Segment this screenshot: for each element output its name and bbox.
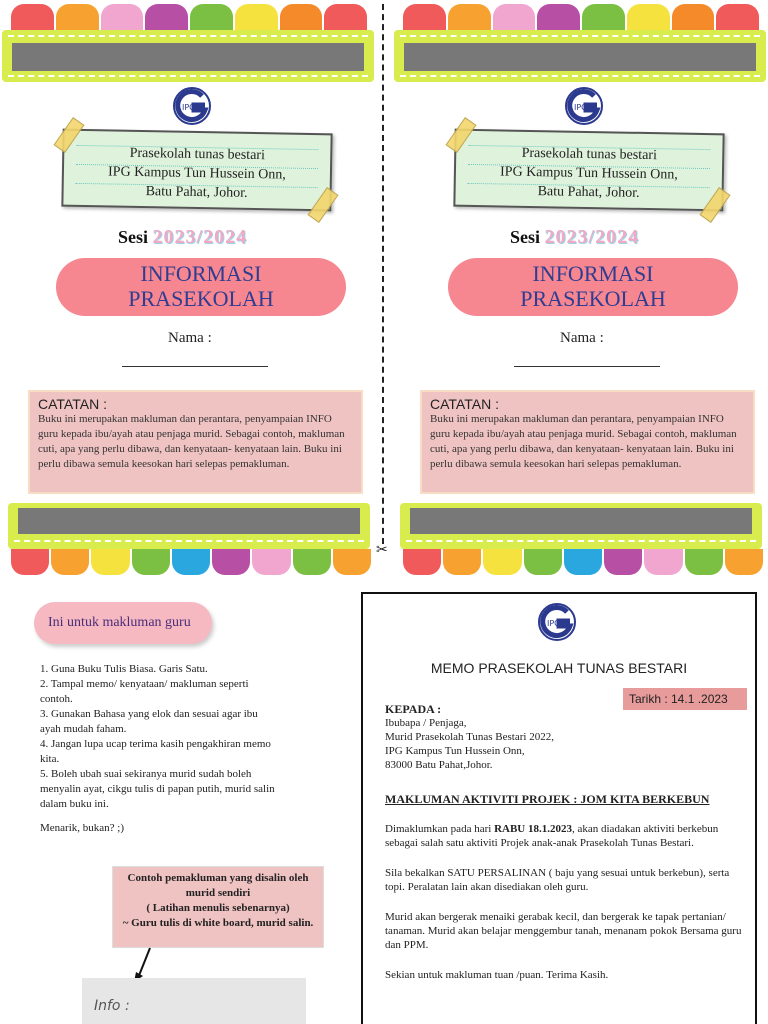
decorative-dots-top: [10, 4, 368, 30]
informasi-title: INFORMASI PRASEKOLAH: [448, 258, 738, 316]
decorative-dot: [91, 549, 129, 575]
memo-recipient-line: Murid Prasekolah Tunas Bestari 2022,: [385, 731, 554, 743]
decorative-dot: [483, 549, 521, 575]
decorative-dot: [132, 549, 170, 575]
address-box: [453, 129, 724, 212]
guru-note-title: Ini untuk makluman guru: [34, 602, 212, 644]
address-line-2: IPG Kampus Tun Hussein Onn,: [499, 164, 678, 183]
memo-date-badge: Tarikh : 14.1 .2023: [623, 688, 747, 710]
address-line-3: Batu Pahat, Johor.: [145, 184, 248, 201]
decorative-dot: [101, 4, 144, 30]
decorative-dot: [493, 4, 536, 30]
handwritten-sample-photo: [82, 978, 306, 1024]
decorative-dot: [145, 4, 188, 30]
contoh-box: Contoh pemakluman yang disalin oleh murid sendiri ( Latihan menulis sebenarnya) ~ Guru tulis di white board, murid salin.: [112, 866, 324, 948]
decorative-dot: [627, 4, 670, 30]
sesi-year: 2023/2024: [544, 226, 640, 248]
decorative-dot: [604, 549, 642, 575]
decorative-dot: [190, 4, 233, 30]
nama-label: Nama :: [560, 330, 604, 346]
decorative-dot: [403, 549, 441, 575]
address-line-2: IPG Kampus Tun Hussein Onn,: [107, 164, 286, 183]
decorative-dot: [537, 4, 580, 30]
decorative-dot: [56, 4, 99, 30]
decorative-dots-top: [402, 4, 760, 30]
address-line-1: Prasekolah tunas bestari: [129, 145, 266, 164]
decorative-dot: [448, 4, 491, 30]
decorative-dot: [280, 4, 323, 30]
memo-paragraph-3: Murid akan bergerak menaiki gerabak kecil, dan bergerak ke tapak pertanian/ tanaman. Murid akan belajar menggembur tanah, menanam pokok Bersama guru dan PPM.: [385, 911, 742, 951]
ipg-logo-icon: [172, 86, 212, 126]
guru-note-item: 2. Tampal memo/ kenyataan/ makluman seperti contoh.: [40, 678, 249, 705]
decorative-dot: [252, 549, 290, 575]
guru-note-closing: Menarik, bukan? ;): [40, 822, 124, 834]
front-cover-right: [392, 0, 768, 578]
decorative-dot: [212, 549, 250, 575]
decorative-dot: [324, 4, 367, 30]
guru-note-item: 3. Gunakan Bahasa yang elok dan sesuai agar ibu ayah mudah faham.: [40, 708, 258, 735]
decorative-dots-bottom: [10, 549, 372, 575]
svg-text:IPG: IPG: [547, 619, 561, 628]
top-banner: [394, 30, 766, 82]
sesi-year: 2023/2024: [152, 226, 248, 248]
catatan-text: Buku ini merupakan makluman dan perantara, penyampaian INFO guru kepada ibu/ayah atau penjaga murid. Sebagai contoh, makluman cuti, apa yang perlu dibawa, dan kenyataan- kenyataan lain. Buku ini perlu dibawa semula keesokan hari selepas pemakluman.: [38, 413, 345, 470]
decorative-dot: [11, 4, 54, 30]
svg-text:IPG: IPG: [182, 103, 196, 112]
top-banner: [2, 30, 374, 82]
memo-kepada: KEPADA :: [385, 702, 442, 716]
sesi-label: Sesi 2023/2024: [510, 226, 640, 248]
decorative-dot: [716, 4, 759, 30]
informasi-title: INFORMASI PRASEKOLAH: [56, 258, 346, 316]
guru-note-list: [40, 662, 280, 836]
ipg-logo-icon: [564, 86, 604, 126]
catatan-text: Buku ini merupakan makluman dan perantara, penyampaian INFO guru kepada ibu/ayah atau penjaga murid. Sebagai contoh, makluman cuti, apa yang perlu dibawa, dan kenyataan- kenyataan lain. Buku ini perlu dibawa semula keesokan hari selepas pemakluman.: [430, 413, 737, 470]
decorative-dot: [172, 549, 210, 575]
nama-line: [122, 366, 268, 367]
memo-title: MEMO PRASEKOLAH TUNAS BESTARI: [430, 660, 688, 676]
decorative-dot: [524, 549, 562, 575]
decorative-dot: [11, 549, 49, 575]
decorative-dot: [725, 549, 763, 575]
nama-line: [514, 366, 660, 367]
scissors-icon: ✂: [376, 543, 388, 558]
decorative-dot: [51, 549, 89, 575]
guru-note-item: 5. Boleh ubah suai sekiranya murid sudah boleh menyalin ayat, cikgu tulis di papan putih, murid salin dalam buku ini.: [40, 768, 275, 810]
address-line-1: Prasekolah tunas bestari: [521, 145, 658, 164]
bottom-banner: [400, 503, 762, 549]
decorative-dot: [333, 549, 371, 575]
memo-body: [385, 702, 745, 982]
memo-subject: MAKLUMAN AKTIVITI PROJEK : JOM KITA BERKEBUN: [385, 792, 710, 806]
memo-recipient-line: IPG Kampus Tun Hussein Onn,: [385, 745, 525, 757]
decorative-dot: [644, 549, 682, 575]
decorative-dot: [672, 4, 715, 30]
decorative-dots-bottom: [402, 549, 764, 575]
bottom-banner: [8, 503, 370, 549]
decorative-dot: [235, 4, 278, 30]
ipg-logo-icon: [537, 602, 577, 642]
memo-document: [361, 592, 757, 1024]
decorative-dot: [293, 549, 331, 575]
catatan-box: [420, 390, 755, 494]
decorative-dot: [403, 4, 446, 30]
cut-line: [382, 4, 384, 544]
address-box: [61, 129, 332, 212]
guru-note-item: 4. Jangan lupa ucap terima kasih pengakhiran memo kita.: [40, 738, 271, 765]
address-line-3: Batu Pahat, Johor.: [537, 184, 640, 201]
memo-recipient-line: Ibubapa / Penjaga,: [385, 717, 467, 729]
decorative-dot: [582, 4, 625, 30]
decorative-dot: [685, 549, 723, 575]
memo-paragraph-4: Sekian untuk makluman tuan /puan. Terima Kasih.: [385, 969, 609, 981]
catatan-box: [28, 390, 363, 494]
svg-text:IPG: IPG: [574, 103, 588, 112]
front-cover-left: [0, 0, 376, 578]
catatan-heading: CATATAN :: [430, 396, 499, 412]
photo-info-text: Info :: [94, 998, 130, 1014]
decorative-dot: [443, 549, 481, 575]
memo-paragraph-2: Sila bekalkan SATU PERSALINAN ( baju yang sesuai untuk berkebun), serta topi. Peralatan lain akan disediakan oleh guru.: [385, 867, 730, 893]
nama-label: Nama :: [168, 330, 212, 346]
sesi-label: Sesi 2023/2024: [118, 226, 248, 248]
memo-paragraph-1: Dimaklumkan pada hari RABU 18.1.2023, akan diadakan aktiviti berkebun sebagai salah satu aktiviti Projek anak-anak Prasekolah Tunas Bestari.: [385, 823, 719, 849]
guru-note-item: 1. Guna Buku Tulis Biasa. Garis Satu.: [40, 663, 208, 675]
decorative-dot: [564, 549, 602, 575]
memo-recipient-line: 83000 Batu Pahat,Johor.: [385, 759, 493, 771]
catatan-heading: CATATAN :: [38, 396, 107, 412]
